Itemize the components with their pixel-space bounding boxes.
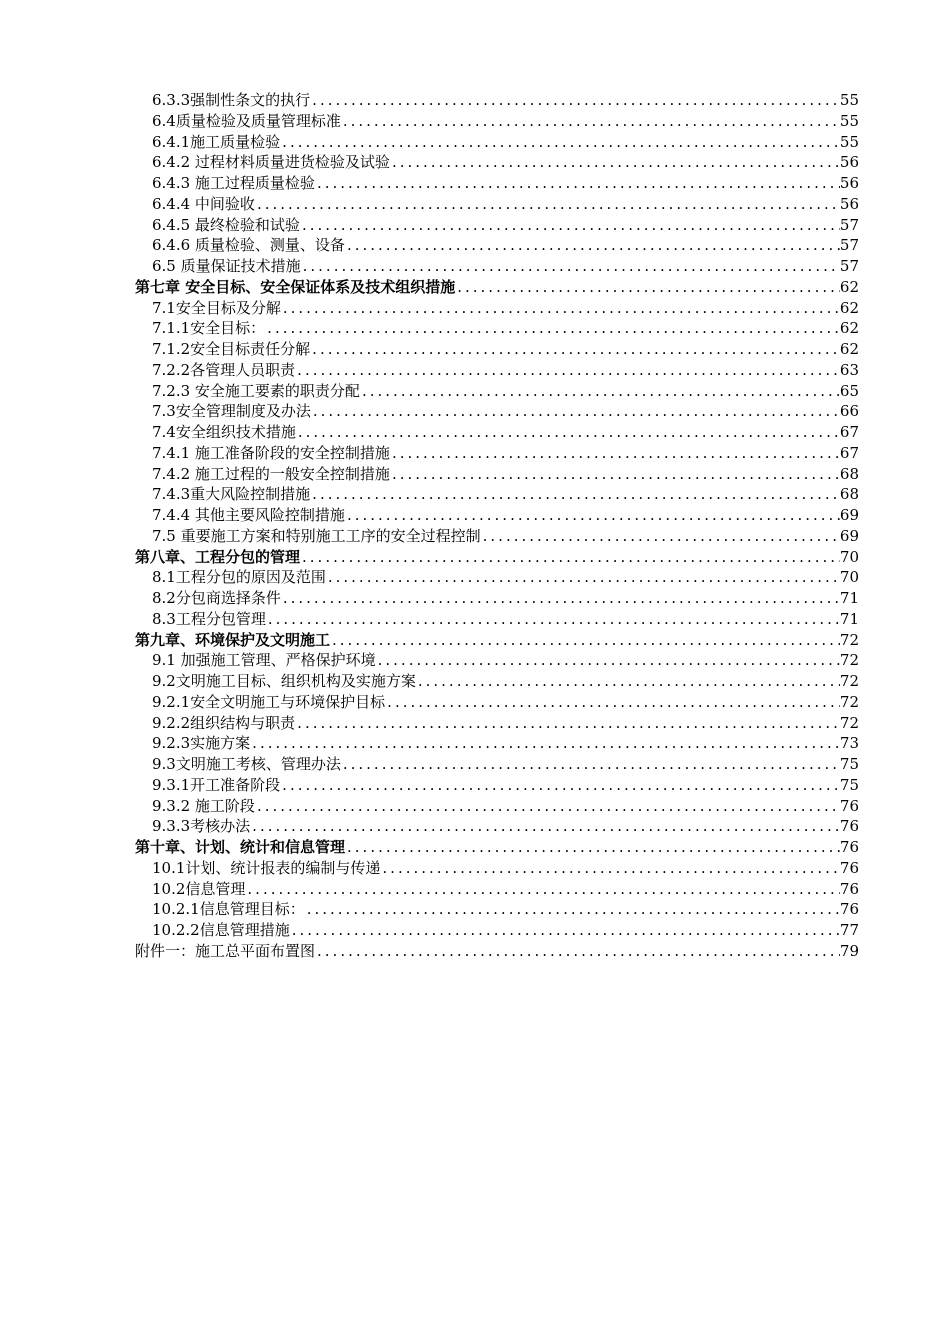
toc-entry[interactable] bbox=[135, 588, 859, 609]
toc-entry-title: 9.3.1开工准备阶段 bbox=[152, 775, 281, 794]
toc-dot-leader bbox=[330, 630, 840, 651]
toc-entry[interactable] bbox=[135, 567, 859, 588]
toc-dot-leader bbox=[455, 277, 840, 298]
toc-dot-leader bbox=[281, 588, 840, 609]
toc-entry-page-number: 57 bbox=[839, 257, 859, 275]
toc-dot-leader bbox=[255, 194, 840, 215]
toc-dot-leader bbox=[301, 256, 840, 277]
toc-entry-title: 8.1工程分包的原因及范围 bbox=[152, 568, 326, 587]
toc-dot-leader bbox=[290, 920, 840, 941]
toc-entry-page-number: 57 bbox=[839, 215, 859, 234]
toc-entry-title: 7.1安全目标及分解 bbox=[152, 298, 281, 317]
toc-entry-title: 6.4.2 过程材料质量进货检验及试验 bbox=[152, 153, 390, 172]
toc-entry[interactable] bbox=[135, 235, 859, 256]
toc-entry-page-number: 76 bbox=[839, 796, 859, 815]
toc-entry-title: 7.1.2安全目标责任分解 bbox=[152, 340, 311, 358]
toc-dot-leader bbox=[326, 567, 840, 588]
toc-entry[interactable] bbox=[135, 754, 859, 775]
toc-entry-page-number: 79 bbox=[839, 941, 859, 960]
toc-entry[interactable] bbox=[135, 318, 859, 339]
toc-entry[interactable] bbox=[135, 858, 859, 879]
toc-entry[interactable] bbox=[135, 256, 859, 277]
toc-entry-page-number: 67 bbox=[839, 423, 859, 441]
toc-entry[interactable] bbox=[135, 775, 859, 796]
toc-entry[interactable] bbox=[135, 443, 859, 464]
toc-entry-page-number: 62 bbox=[839, 277, 859, 296]
toc-entry[interactable] bbox=[135, 215, 859, 236]
toc-entry-title: 第七章 安全目标、安全保证体系及技术组织措施 bbox=[135, 277, 456, 296]
toc-entry[interactable] bbox=[135, 360, 859, 381]
toc-entry[interactable] bbox=[135, 152, 859, 173]
toc-dot-leader bbox=[296, 422, 840, 443]
toc-entry-title: 6.5 质量保证技术措施 bbox=[152, 257, 301, 275]
toc-entry[interactable] bbox=[135, 733, 859, 754]
toc-entry-page-number: 69 bbox=[839, 506, 859, 524]
toc-dot-leader bbox=[385, 692, 840, 713]
toc-entry-title: 9.3.3考核办法 bbox=[152, 817, 251, 836]
toc-entry-title: 10.2.1信息管理目标： bbox=[152, 900, 305, 919]
toc-entry-page-number: 70 bbox=[839, 547, 859, 566]
toc-entry-title: 7.4.1 施工准备阶段的安全控制措施 bbox=[152, 443, 390, 462]
toc-entry-title: 9.2.2组织结构与职责 bbox=[152, 713, 296, 732]
toc-entry[interactable] bbox=[135, 505, 859, 526]
toc-dot-leader bbox=[250, 816, 840, 837]
toc-entry[interactable] bbox=[135, 132, 859, 153]
toc-dot-leader bbox=[310, 339, 840, 360]
toc-entry-page-number: 69 bbox=[839, 526, 859, 545]
toc-entry-title: 9.2.3实施方案 bbox=[152, 734, 251, 753]
toc-dot-leader bbox=[380, 858, 840, 879]
toc-entry[interactable] bbox=[135, 401, 859, 422]
toc-dot-leader bbox=[266, 609, 840, 630]
toc-entry[interactable] bbox=[135, 298, 859, 319]
toc-dot-leader bbox=[315, 173, 840, 194]
toc-entry-title: 6.4.6 质量检验、测量、设备 bbox=[152, 236, 345, 255]
toc-entry-page-number: 68 bbox=[839, 464, 859, 483]
toc-entry[interactable] bbox=[135, 899, 859, 920]
toc-dot-leader bbox=[390, 464, 840, 485]
toc-entry-title: 第八章、工程分包的管理 bbox=[135, 547, 301, 566]
toc-dot-leader bbox=[390, 443, 840, 464]
toc-dot-leader bbox=[245, 879, 840, 900]
toc-entry-page-number: 65 bbox=[839, 381, 859, 400]
toc-entry-page-number: 56 bbox=[839, 194, 859, 213]
toc-entry-page-number: 75 bbox=[839, 755, 859, 773]
toc-entry-page-number: 76 bbox=[839, 858, 859, 877]
toc-dot-leader bbox=[315, 941, 840, 962]
toc-entry[interactable] bbox=[135, 381, 859, 402]
toc-dot-leader bbox=[481, 526, 840, 547]
toc-entry[interactable] bbox=[135, 464, 859, 485]
toc-entry-title: 7.4.3重大风险控制措施 bbox=[152, 485, 311, 504]
toc-entry-page-number: 76 bbox=[839, 817, 859, 836]
toc-entry-page-number: 66 bbox=[839, 402, 859, 421]
toc-entry-page-number: 76 bbox=[839, 838, 859, 856]
toc-entry-title: 6.4.5 最终检验和试验 bbox=[152, 215, 300, 234]
toc-entry-page-number: 56 bbox=[839, 174, 859, 192]
toc-entry-page-number: 73 bbox=[839, 734, 859, 753]
toc-entry-title: 10.2信息管理 bbox=[152, 879, 246, 898]
toc-dot-leader bbox=[310, 484, 840, 505]
toc-entry-page-number: 72 bbox=[839, 692, 859, 711]
toc-entry-page-number: 68 bbox=[839, 485, 859, 504]
toc-entry-title: 附件一：施工总平面布置图 bbox=[135, 941, 316, 960]
toc-entry-title: 9.1 加强施工管理、严格保护环境 bbox=[152, 651, 376, 670]
toc-entry-title: 6.4.1施工质量检验 bbox=[152, 132, 281, 151]
toc-entry[interactable] bbox=[135, 941, 859, 962]
toc-entry-title: 9.3.2 施工阶段 bbox=[152, 796, 255, 815]
toc-dot-leader bbox=[345, 505, 840, 526]
toc-entry-page-number: 62 bbox=[839, 319, 859, 338]
toc-entry-page-number: 72 bbox=[839, 713, 859, 732]
toc-dot-leader bbox=[280, 132, 840, 153]
toc-entry[interactable] bbox=[135, 111, 859, 132]
toc-dot-leader bbox=[295, 713, 840, 734]
table-of-contents bbox=[135, 90, 859, 962]
toc-entry[interactable] bbox=[135, 609, 859, 630]
toc-entry-page-number: 55 bbox=[839, 111, 859, 130]
toc-entry-title: 7.2.3 安全施工要素的职责分配 bbox=[152, 381, 360, 400]
toc-dot-leader bbox=[341, 111, 840, 132]
toc-dot-leader bbox=[376, 650, 840, 671]
toc-entry-title: 7.5 重要施工方案和特别施工工序的安全过程控制 bbox=[152, 526, 481, 545]
toc-entry-page-number: 72 bbox=[839, 630, 859, 649]
toc-entry[interactable] bbox=[135, 671, 859, 692]
toc-entry[interactable] bbox=[135, 920, 859, 941]
toc-entry-title: 6.4.4 中间验收 bbox=[152, 194, 255, 213]
toc-entry[interactable] bbox=[135, 816, 859, 837]
toc-dot-leader bbox=[305, 899, 840, 920]
toc-entry[interactable] bbox=[135, 194, 859, 215]
toc-entry-title: 9.3文明施工考核、管理办法 bbox=[152, 755, 341, 773]
toc-entry-title: 7.4.4 其他主要风险控制措施 bbox=[152, 506, 345, 524]
toc-dot-leader bbox=[345, 837, 840, 858]
toc-entry-title: 6.4.3 施工过程质量检验 bbox=[152, 174, 315, 192]
toc-entry-title: 第九章、环境保护及文明施工 bbox=[135, 630, 331, 649]
toc-entry[interactable] bbox=[135, 173, 859, 194]
toc-entry[interactable] bbox=[135, 713, 859, 734]
toc-entry-title: 8.3工程分包管理 bbox=[152, 609, 266, 628]
toc-entry-page-number: 57 bbox=[839, 236, 859, 255]
toc-entry-page-number: 56 bbox=[839, 153, 859, 172]
toc-entry[interactable] bbox=[135, 422, 859, 443]
toc-entry-page-number: 71 bbox=[839, 609, 859, 628]
toc-dot-leader bbox=[265, 318, 840, 339]
toc-entry-title: 第十章、计划、统计和信息管理 bbox=[135, 838, 346, 856]
toc-entry-title: 10.1计划、统计报表的编制与传递 bbox=[152, 858, 381, 877]
toc-entry[interactable] bbox=[135, 879, 859, 900]
toc-dot-leader bbox=[295, 360, 840, 381]
toc-entry-title: 7.1.1安全目标： bbox=[152, 319, 266, 338]
toc-dot-leader bbox=[300, 215, 840, 236]
toc-entry[interactable] bbox=[135, 526, 859, 547]
toc-entry[interactable] bbox=[135, 90, 859, 111]
toc-entry-page-number: 62 bbox=[839, 340, 859, 358]
toc-entry-title: 10.2.2信息管理措施 bbox=[152, 921, 290, 939]
toc-dot-leader bbox=[416, 671, 840, 692]
toc-entry-title: 7.3安全管理制度及办法 bbox=[152, 402, 311, 421]
toc-entry-page-number: 55 bbox=[839, 132, 859, 151]
toc-entry-page-number: 76 bbox=[839, 879, 859, 898]
toc-entry-page-number: 72 bbox=[839, 651, 859, 670]
toc-entry[interactable] bbox=[135, 796, 859, 817]
toc-entry-title: 6.4质量检验及质量管理标准 bbox=[152, 111, 341, 130]
toc-entry-page-number: 63 bbox=[839, 360, 859, 379]
toc-dot-leader bbox=[341, 754, 840, 775]
toc-entry[interactable] bbox=[135, 630, 859, 651]
toc-dot-leader bbox=[250, 733, 840, 754]
toc-entry-page-number: 62 bbox=[839, 298, 859, 317]
toc-entry-page-number: 72 bbox=[839, 672, 859, 690]
toc-dot-leader bbox=[280, 775, 840, 796]
toc-entry[interactable] bbox=[135, 339, 859, 360]
toc-entry-page-number: 55 bbox=[839, 91, 859, 109]
toc-dot-leader bbox=[300, 547, 840, 568]
toc-dot-leader bbox=[360, 381, 840, 402]
toc-entry-title: 7.4.2 施工过程的一般安全控制措施 bbox=[152, 464, 390, 483]
toc-entry-title: 7.4安全组织技术措施 bbox=[152, 423, 296, 441]
toc-entry[interactable] bbox=[135, 277, 859, 298]
toc-entry-page-number: 67 bbox=[839, 443, 859, 462]
toc-entry-title: 8.2分包商选择条件 bbox=[152, 589, 281, 607]
toc-entry-page-number: 70 bbox=[839, 568, 859, 587]
toc-entry-title: 6.3.3强制性条文的执行 bbox=[152, 91, 311, 109]
toc-entry[interactable] bbox=[135, 484, 859, 505]
toc-entry-page-number: 77 bbox=[839, 921, 859, 939]
toc-entry-title: 7.2.2各管理人员职责 bbox=[152, 360, 296, 379]
toc-entry-title: 9.2.1安全文明施工与环境保护目标 bbox=[152, 692, 386, 711]
toc-dot-leader bbox=[255, 796, 840, 817]
toc-entry-title: 9.2文明施工目标、组织机构及实施方案 bbox=[152, 672, 416, 690]
toc-dot-leader bbox=[310, 90, 840, 111]
toc-entry[interactable] bbox=[135, 650, 859, 671]
toc-entry-page-number: 71 bbox=[839, 589, 859, 607]
toc-entry[interactable] bbox=[135, 837, 859, 858]
toc-dot-leader bbox=[311, 401, 840, 422]
toc-dot-leader bbox=[390, 152, 840, 173]
toc-dot-leader bbox=[345, 235, 840, 256]
toc-dot-leader bbox=[281, 298, 840, 319]
toc-entry[interactable] bbox=[135, 692, 859, 713]
toc-entry-page-number: 75 bbox=[839, 775, 859, 794]
toc-entry[interactable] bbox=[135, 547, 859, 568]
toc-entry-page-number: 76 bbox=[839, 900, 859, 919]
